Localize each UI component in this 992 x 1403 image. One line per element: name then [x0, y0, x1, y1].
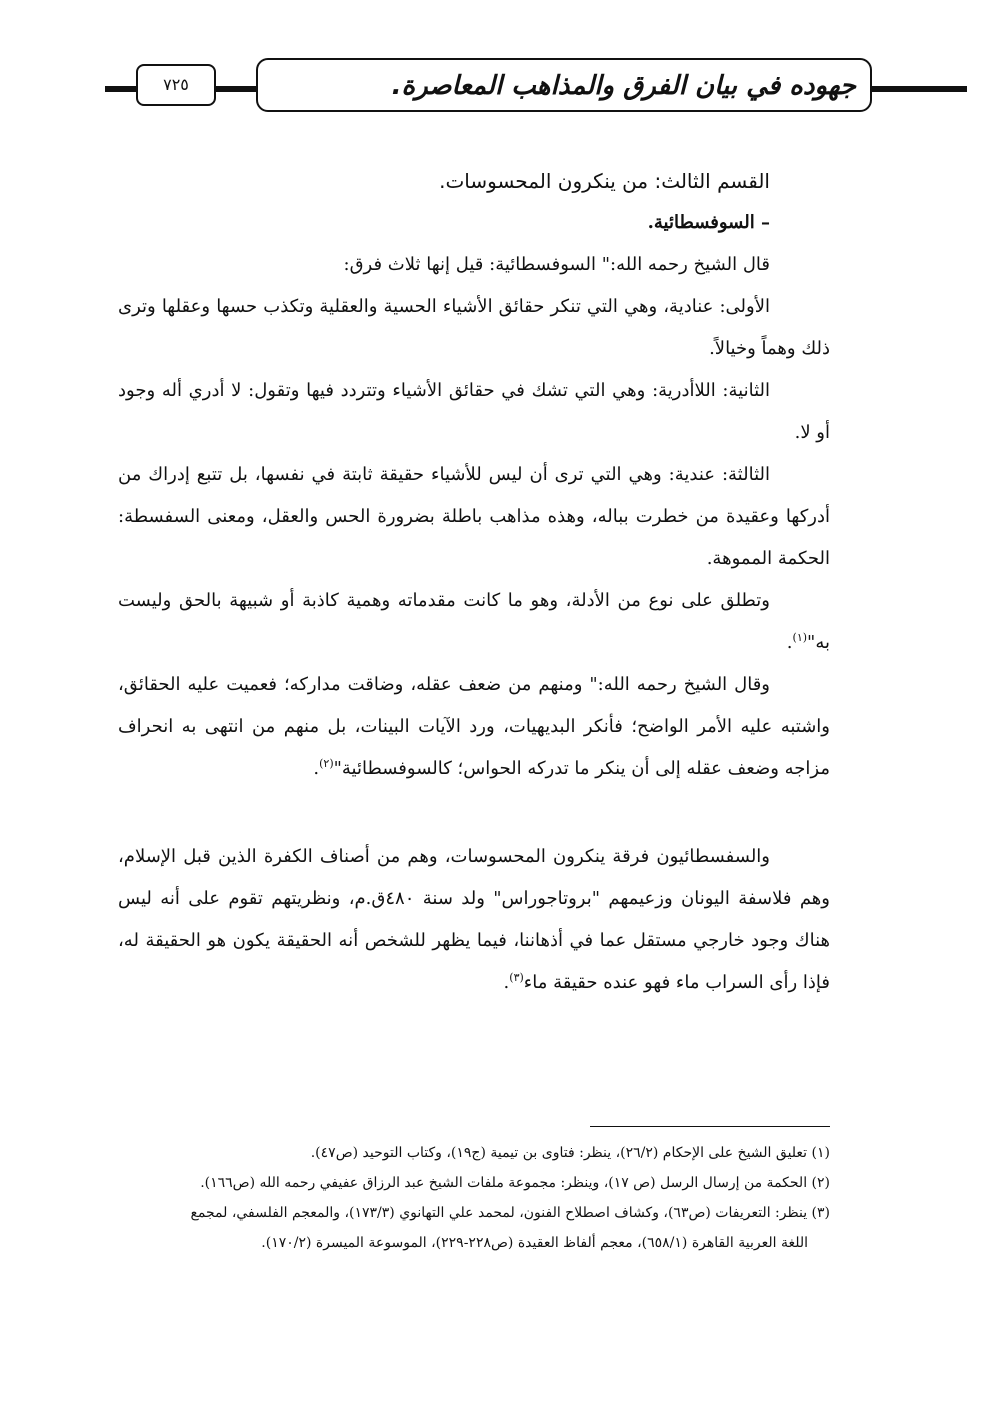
footnote-ref-2: (٢): [319, 757, 334, 770]
paragraph-5-text: وتطلق على نوع من الأدلة، وهو ما كانت مقدماته وهمية كاذبة أو شبيهة بالحق وليست به": [118, 590, 830, 653]
paragraph-6-end: .: [313, 758, 320, 779]
footnote-1: (١) تعليق الشيخ على الإحكام (٢٦/٢)، ينظر: فتاوى بن تيمية (ج١٩)، وكتاب التوحيد (ص٤٧).: [310, 1145, 830, 1161]
page-number: ٧٢٥: [136, 64, 216, 106]
paragraph-5-end: .: [786, 632, 793, 653]
subheading: – السوفسطائية.: [647, 212, 770, 233]
footnote-3: (٣) ينظر: التعريفات (ص٦٣)، وكشاف اصطلاح الفنون، لمحمد علي التهانوي (١٧٣/٣)، والمعجم الفلسفي، لمجمع: [190, 1205, 830, 1221]
footnotes: [118, 1138, 830, 1258]
footnote-ref-3: (٣): [509, 971, 524, 984]
paragraph-6: [118, 664, 830, 790]
paragraph-2: الأولى: عنادية، وهي التي تنكر حقائق الأشياء الحسية والعقلية وتكذب حسها وعقلها وترى ذلك وهماً وخيالاً.: [118, 296, 830, 359]
section-heading: القسم الثالث: من ينكرون المحسوسات.: [439, 169, 770, 193]
paragraph-4: الثالثة: عندية: وهي التي ترى أن ليس للأشياء حقيقة ثابتة في نفسها، بل تتبع إدراك من أدركها وعقيدة من خطرت بباله، وهذه مذاهب باطلة بضرورة الحس والعقل، ومعنى السفسطة: الحكمة المموهة.: [118, 464, 830, 569]
paragraph-7: [118, 836, 830, 1004]
footnote-3-continuation: اللغة العربية القاهرة (٦٥٨/١)، معجم ألفاظ العقيدة (ص٢٢٨-٢٢٩)، الموسوعة الميسرة (١٧٠/٢).: [261, 1235, 808, 1251]
paragraph-5: [118, 580, 830, 664]
footnote-2: (٢) الحكمة من إرسال الرسل (ص ١٧)، وينظر: مجموعة ملفات الشيخ عبد الرزاق عفيفي رحمه الله (ص١٦٦).: [200, 1175, 830, 1191]
paragraph-7-end: .: [503, 972, 510, 993]
paragraph-6-text: وقال الشيخ رحمه الله:" ومنهم من ضعف عقله، وضاقت مداركه؛ فعميت عليه الحقائق، واشتبه عليه الأمر الواضح؛ فأنكر البديهيات، ورد الآيات البينات، بل منهم من انتهى به انحراف مزاجه وضعف عقله إلى أن ينكر ما تدركه الحواس؛ كالسوفسطائية": [118, 674, 830, 779]
paragraph-spacer: [118, 790, 830, 836]
paragraph-7-text: والسفسطائيون فرقة ينكرون المحسوسات، وهم من أصناف الكفرة الذين قبل الإسلام، وهم فلاسفة اليونان وزعيمهم "بروتاجوراس" ولد سنة ٤٨٠ق.م، ونظريتهم تقوم على أنه ليس هناك وجود خارجي مستقل عما في أذهاننا، فيما يظهر للشخص أنه الحقيقة يكون هو الحقيقة له، فإذا رأى السراب ماء فهو عنده حقيقة ماء: [118, 846, 830, 993]
footnote-separator: [590, 1126, 830, 1127]
paragraph-3: الثانية: اللاأدرية: وهي التي تشك في حقائق الأشياء وتتردد فيها وتقول: لا أدري أله وجود أو لا.: [118, 380, 830, 443]
main-text: [118, 160, 830, 1004]
running-header-title: جهوده في بيان الفرق والمذاهب المعاصرة.: [256, 58, 872, 112]
paragraph-1: قال الشيخ رحمه الله:" السوفسطائية: قيل إنها ثلاث فرق:: [343, 254, 770, 275]
footnote-ref-1: (١): [792, 631, 808, 644]
